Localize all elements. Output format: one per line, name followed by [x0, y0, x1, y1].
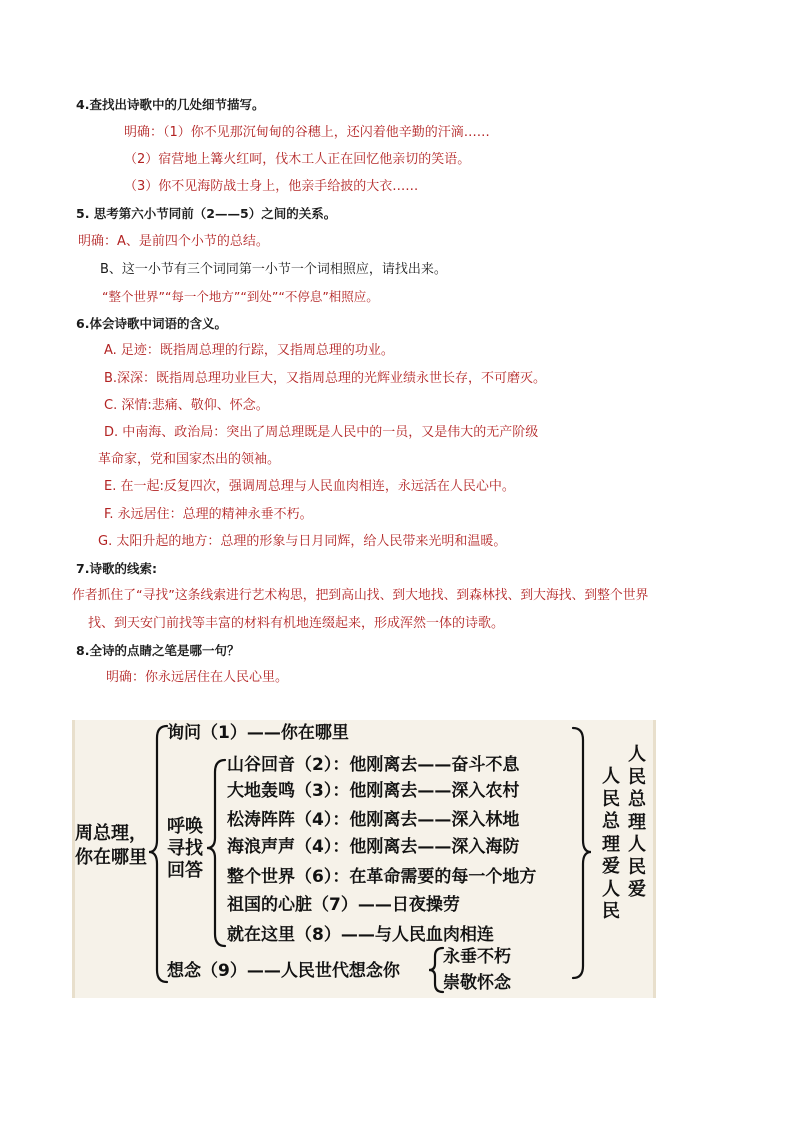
s6-d1: D. 中南海、政治局：突出了周总理既是人民中的一员，又是伟大的无产阶级 — [104, 425, 539, 440]
s5-line-a: 明确：A、是前四个小节的总结。 — [78, 234, 269, 249]
section-4-heading: 4.查找出诗歌中的几处细节描写。 — [76, 97, 265, 112]
s6-d2: 革命家，党和国家杰出的领袖。 — [98, 452, 281, 467]
diagram-call-6: 祖国的心脏（7）——日夜操劳 — [227, 895, 460, 915]
s6-g: G. 太阳升起的地方：总理的形象与日月同辉，给人民带来光明和温暖。 — [98, 534, 507, 549]
s8-line: 明确：你永远居住在人民心里。 — [106, 670, 289, 685]
diagram-root: 周总理， 你在哪里 — [75, 823, 147, 868]
s6-e: E. 在一起:反复四次，强调周总理与人民血肉相连，永远活在人民心中。 — [104, 479, 515, 494]
section-7-heading: 7.诗歌的线索: — [76, 561, 157, 576]
s7-line-2: 找、到天安门前找等丰富的材料有机地连缀起来，形成浑然一体的诗歌。 — [88, 616, 505, 631]
s5-line-b: B、这一小节有三个词同第一小节一个词相照应，请找出来。 — [100, 262, 447, 277]
s4-line-3: （3）你不见海防战士身上，他亲手给披的大衣…… — [124, 179, 419, 194]
s6-f: F. 永远居住：总理的精神永垂不朽。 — [104, 507, 313, 522]
s4-line-1: 明确：（1）你不见那沉甸甸的谷穗上，还闪着他辛勤的汗滴…… — [124, 125, 490, 140]
s4-line-2: （2）宿营地上篝火红呵，伐木工人正在回忆他亲切的笑语。 — [124, 152, 471, 167]
diagram-call-5: 整个世界（6）：在革命需要的每一个地方 — [227, 867, 537, 887]
diagram-call-2: 大地轰鸣（3）：他刚离去——深入农村 — [227, 781, 520, 801]
s7-line-1: 作者抓住了“寻找”这条线索进行艺术构思，把到高山找、到大地找、到森林找、到大海找、到整个世界 — [72, 588, 649, 603]
diagram-call-1: 山谷回音（2）：他刚离去——奋斗不息 — [227, 755, 520, 775]
diagram-miss-branch-1: 永垂不朽 — [443, 947, 511, 967]
poem-structure-diagram — [72, 720, 656, 998]
s6-a: A. 足迹：既指周总理的行踪，又指周总理的功业。 — [104, 343, 394, 358]
diagram-right-col-2: 人民总理人民爱 — [628, 744, 646, 900]
s6-c: C. 深情:悲痛、敬仰、怀念。 — [104, 398, 269, 413]
diagram-right-col-1: 人民总理爱人民 — [602, 766, 620, 922]
diagram-miss: 想念（9）——人民世代想念你 — [167, 961, 400, 981]
s5-line-c: “整个世界”“每一个地方”“到处”“不停息”相照应。 — [102, 289, 379, 304]
diagram-ask: 询问（1）——你在哪里 — [167, 723, 349, 743]
diagram-miss-branch-2: 崇敬怀念 — [443, 973, 511, 993]
s6-b: B.深深：既指周总理功业巨大，又指周总理的光辉业绩永世长存，不可磨灭。 — [104, 371, 547, 386]
diagram-call-4: 海浪声声（4）：他刚离去——深入海防 — [227, 837, 520, 857]
section-6-heading: 6.体会诗歌中词语的含义。 — [76, 316, 227, 331]
diagram-call-3: 松涛阵阵（4）：他刚离去——深入林地 — [227, 810, 520, 830]
diagram-call-label: 呼唤 寻找 回答 — [167, 816, 203, 881]
section-5-heading: 5. 思考第六小节同前（2——5）之间的关系。 — [76, 206, 337, 221]
section-8-heading: 8.全诗的点睛之笔是哪一句？ — [76, 643, 240, 658]
diagram-call-7: 就在这里（8）——与人民血肉相连 — [227, 925, 494, 945]
